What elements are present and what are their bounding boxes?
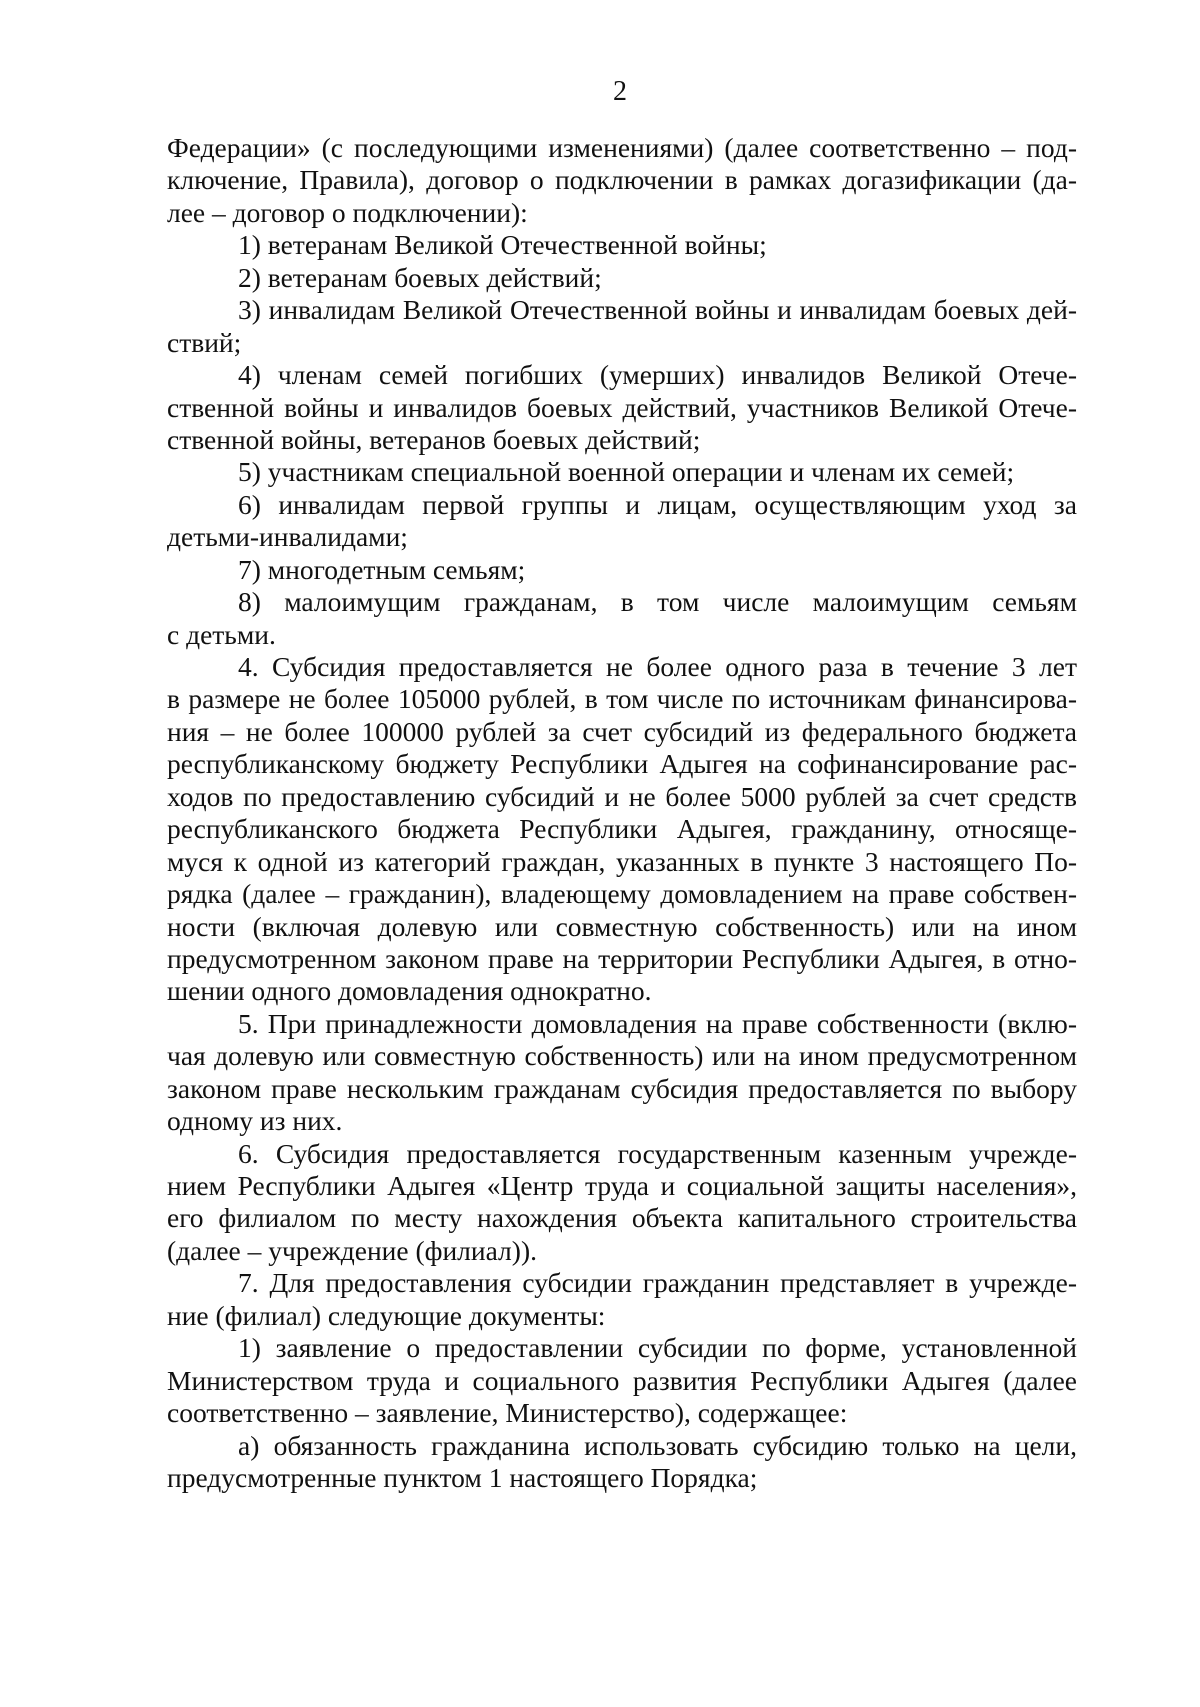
text-line: 4. Субсидия предоставляется не более одного раза в течение 3 лет [238,651,1077,682]
text-line: Министерством труда и социального развития Республики Адыгея (далее [167,1364,1077,1396]
text-line: 5) участникам специальной военной операции и членам их семей; [238,456,1015,488]
text-line: 5. При принадлежности домовладения на праве собственности (вклю- [238,1007,1077,1039]
text-line: одному из них. [167,1105,343,1137]
text-line: 6) инвалидам первой группы и лицам, осуществляющим уход за [238,488,1077,520]
text-line: 4) членам семей погибших (умерших) инвалидов Великой Отече- [238,359,1077,391]
text-line: с детьми. [167,618,276,650]
text-line: нием Республики Адыгея «Центр труда и социальной защиты населения», [167,1170,1077,1201]
text-line: муся к одной из категорий граждан, указанных в пункте 3 настоящего По- [167,845,1077,877]
text-line: ние (филиал) следующие документы: [167,1299,606,1331]
text-line: 8) малоимущим гражданам, в том числе малоимущим семьям [238,586,1077,618]
text-line: ния – не более 100000 рублей за счет субсидий из федерального бюджета [167,715,1077,747]
text-line: 2) ветеранам боевых действий; [238,261,602,293]
text-line: 3) инвалидам Великой Отечественной войны и инвалидам боевых дей- [238,294,1077,326]
text-line: чая долевую или совместную собственность) или на ином предусмотренном [167,1040,1077,1072]
text-line: предусмотренном законом праве на территории Республики Адыгея, в отно- [167,942,1077,974]
text-line: ственной войны и инвалидов боевых действий, участников Великой Отече- [167,391,1077,423]
text-line: ключение, Правила), договор о подключении в рамках догазификации (да- [167,164,1077,196]
text-line: предусмотренные пунктом 1 настоящего Порядка; [167,1461,758,1493]
text-line: (далее – учреждение (филиал)). [167,1234,537,1266]
text-line: соответственно – заявление, Министерство), содержащее: [167,1397,848,1429]
text-line: ственной войны, ветеранов боевых действий; [167,423,701,455]
page-number: 2 [613,76,627,107]
text-line: ности (включая долевую или совместную собственность) или на ином [167,910,1077,942]
text-line: 1) ветеранам Великой Отечественной войны; [238,229,767,261]
text-line: республиканскому бюджету Республики Адыгея на софинансирование рас- [167,748,1077,780]
document-body [167,132,1077,1494]
text-line: ствий; [167,326,242,358]
text-line: в размере не более 105000 рублей, в том числе по источникам финансирова- [167,683,1077,715]
text-line: детьми-инвалидами; [167,521,408,553]
text-line: ходов по предоставлению субсидий и не более 5000 рублей за счет средств [167,780,1077,812]
text-line: Федерации» (с последующими изменениями) (далее соответственно – под- [167,132,1077,163]
text-line: республиканского бюджета Республики Адыгея, гражданину, относяще- [167,813,1077,845]
text-line: 7) многодетным семьям; [238,553,526,585]
text-line: лее – договор о подключении): [167,196,528,228]
text-line: шении одного домовладения однократно. [167,975,652,1007]
text-line: 1) заявление о предоставлении субсидии по форме, установленной [238,1332,1077,1364]
text-line: законом праве нескольким гражданам субсидия предоставляется по выбору [167,1072,1077,1104]
text-line: а) обязанность гражданина использовать субсидию только на цели, [238,1429,1077,1461]
text-line: 6. Субсидия предоставляется государственным казенным учрежде- [238,1137,1077,1169]
text-line: его филиалом по месту нахождения объекта капитального строительства [167,1202,1077,1234]
text-line: 7. Для предоставления субсидии гражданин представляет в учрежде- [238,1267,1077,1299]
text-line: рядка (далее – гражданин), владеющему домовладением на праве собствен- [167,878,1077,910]
